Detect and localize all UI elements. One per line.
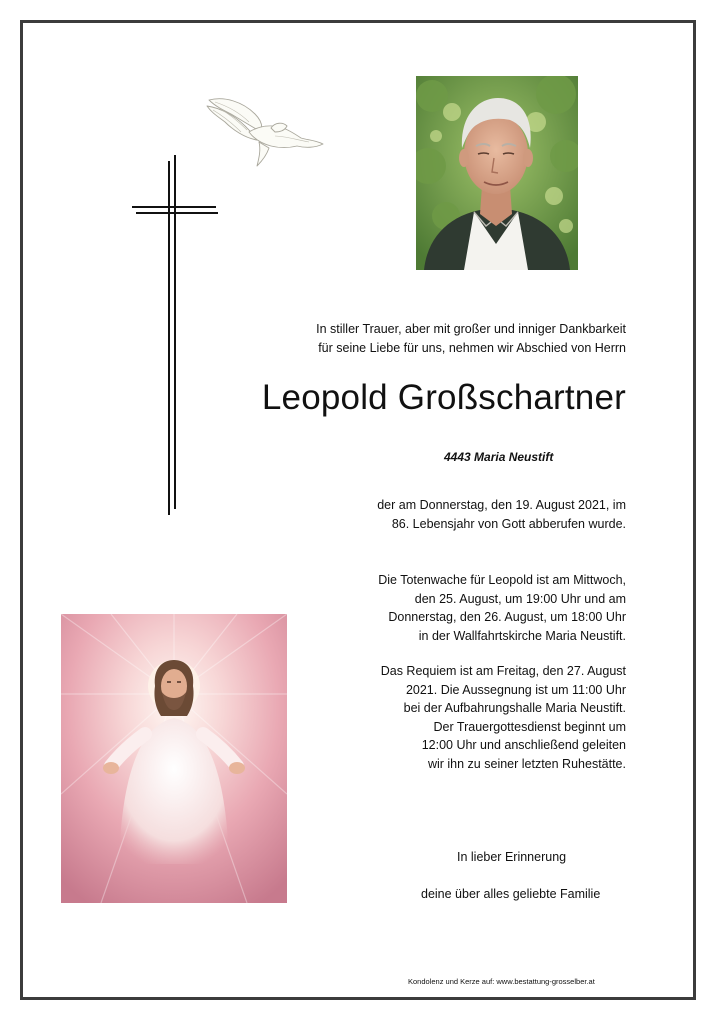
death-notice — [377, 496, 626, 533]
deceased-name: Leopold Großschartner — [261, 378, 626, 417]
wake-line: Donnerstag, den 26. August, um 18:00 Uhr — [388, 610, 626, 624]
cross-icon — [130, 155, 220, 517]
deceased-place: 4443 Maria Neustift — [444, 450, 554, 464]
family-signature: deine über alles geliebte Familie — [421, 887, 601, 901]
dove-icon — [205, 92, 327, 170]
wake-details — [378, 571, 626, 645]
portrait-photo — [416, 76, 578, 270]
requiem-details — [381, 662, 626, 773]
intro-line: für seine Liebe für uns, nehmen wir Abschied von Herrn — [318, 340, 626, 355]
requiem-line: bei der Aufbahrungshalle Maria Neustift. — [403, 701, 626, 715]
requiem-line: Der Trauergottesdienst beginnt um — [433, 719, 626, 734]
condolence-footer: Kondolenz und Kerze auf: www.bestattung-grosselber.at — [408, 977, 595, 986]
requiem-line: Das Requiem ist am Freitag, den 27. August — [380, 664, 626, 678]
remembrance-text: In lieber Erinnerung — [457, 850, 567, 864]
requiem-line: 12:00 Uhr und anschließend geleiten — [421, 738, 626, 752]
requiem-line: 2021. Die Aussegnung ist um 11:00 Uhr — [405, 682, 626, 697]
requiem-line: wir ihn zu seiner letzten Ruhestätte. — [427, 756, 626, 771]
intro-line: In stiller Trauer, aber mit großer und inniger Dankbarkeit — [316, 322, 626, 336]
wake-line: den 25. August, um 19:00 Uhr und am — [414, 591, 626, 606]
intro-text — [316, 320, 626, 357]
wake-line: Die Totenwache für Leopold ist am Mittwoch, — [378, 573, 626, 587]
death-notice-line: 86. Lebensjahr von Gott abberufen wurde. — [391, 516, 626, 531]
death-notice-line: der am Donnerstag, den 19. August 2021, im — [377, 498, 626, 512]
religious-image — [61, 614, 287, 903]
wake-line: in der Wallfahrtskirche Maria Neustift. — [418, 628, 626, 643]
